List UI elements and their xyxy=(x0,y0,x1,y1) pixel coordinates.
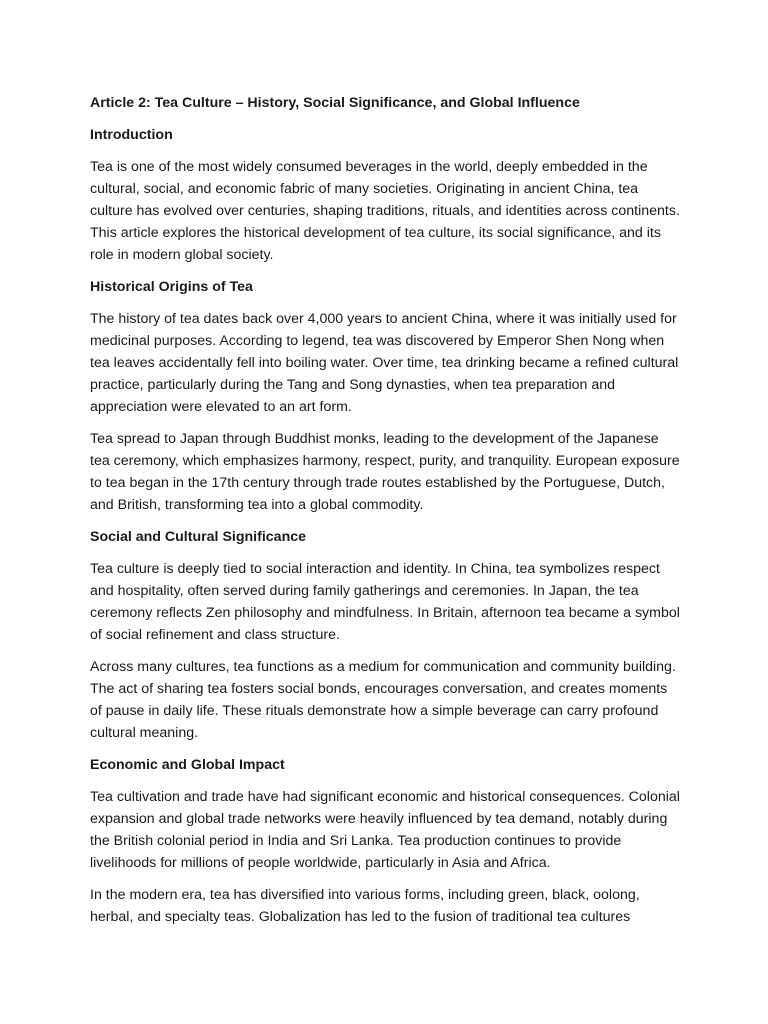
paragraph: Tea is one of the most widely consumed beverages in the world, deeply embedded in the cultural, social, and economic fabric of many societies. Originating in ancient China, tea culture has evolved over centuries, shaping traditions, rituals, and identities across continents. This article explores the historical development of tea culture, its social significance, and its role in modern global society. xyxy=(90,159,680,263)
document-page xyxy=(90,92,680,938)
paragraph: Tea spread to Japan through Buddhist monks, leading to the development of the Japanese tea ceremony, which emphasizes harmony, respect, purity, and tranquility. European exposure to tea began in the 17th century through trade routes established by the Portuguese, Dutch, and British, transforming tea into a global commodity. xyxy=(90,431,680,513)
section-heading-historical-origins: Historical Origins of Tea xyxy=(90,279,253,295)
section-heading-introduction: Introduction xyxy=(90,127,173,143)
paragraph: The history of tea dates back over 4,000 years to ancient China, where it was initially used for medicinal purposes. According to legend, tea was discovered by Emperor Shen Nong when tea leaves accidentally fell into boiling water. Over time, tea drinking became a refined cultural practice, particularly during the Tang and Song dynasties, when tea preparation and appreciation were elevated to an art form. xyxy=(90,311,679,415)
section-heading-economic-global: Economic and Global Impact xyxy=(90,757,285,773)
paragraph: Tea cultivation and trade have had significant economic and historical consequences. Colonial expansion and global trade networks were heavily influenced by tea demand, notably during the British colonial period in India and Sri Lanka. Tea production continues to provide livelihoods for millions of people worldwide, particularly in Asia and Africa. xyxy=(90,789,680,871)
section-heading-social-cultural: Social and Cultural Significance xyxy=(90,529,307,545)
paragraph: Across many cultures, tea functions as a medium for communication and community building. The act of sharing tea fosters social bonds, encourages conversation, and creates moments of pause in daily life. These rituals demonstrate how a simple beverage can carry profound cultural meaning. xyxy=(90,659,676,741)
article-title: Article 2: Tea Culture – History, Social Significance, and Global Influence xyxy=(90,95,580,111)
paragraph: Tea culture is deeply tied to social interaction and identity. In China, tea symbolizes respect and hospitality, often served during family gatherings and ceremonies. In Japan, the tea ceremony reflects Zen philosophy and mindfulness. In Britain, afternoon tea became a symbol of social refinement and class structure. xyxy=(90,561,680,643)
paragraph: In the modern era, tea has diversified into various forms, including green, black, oolong, herbal, and specialty teas. Globalization has led to the fusion of traditional tea cultures xyxy=(90,887,640,925)
